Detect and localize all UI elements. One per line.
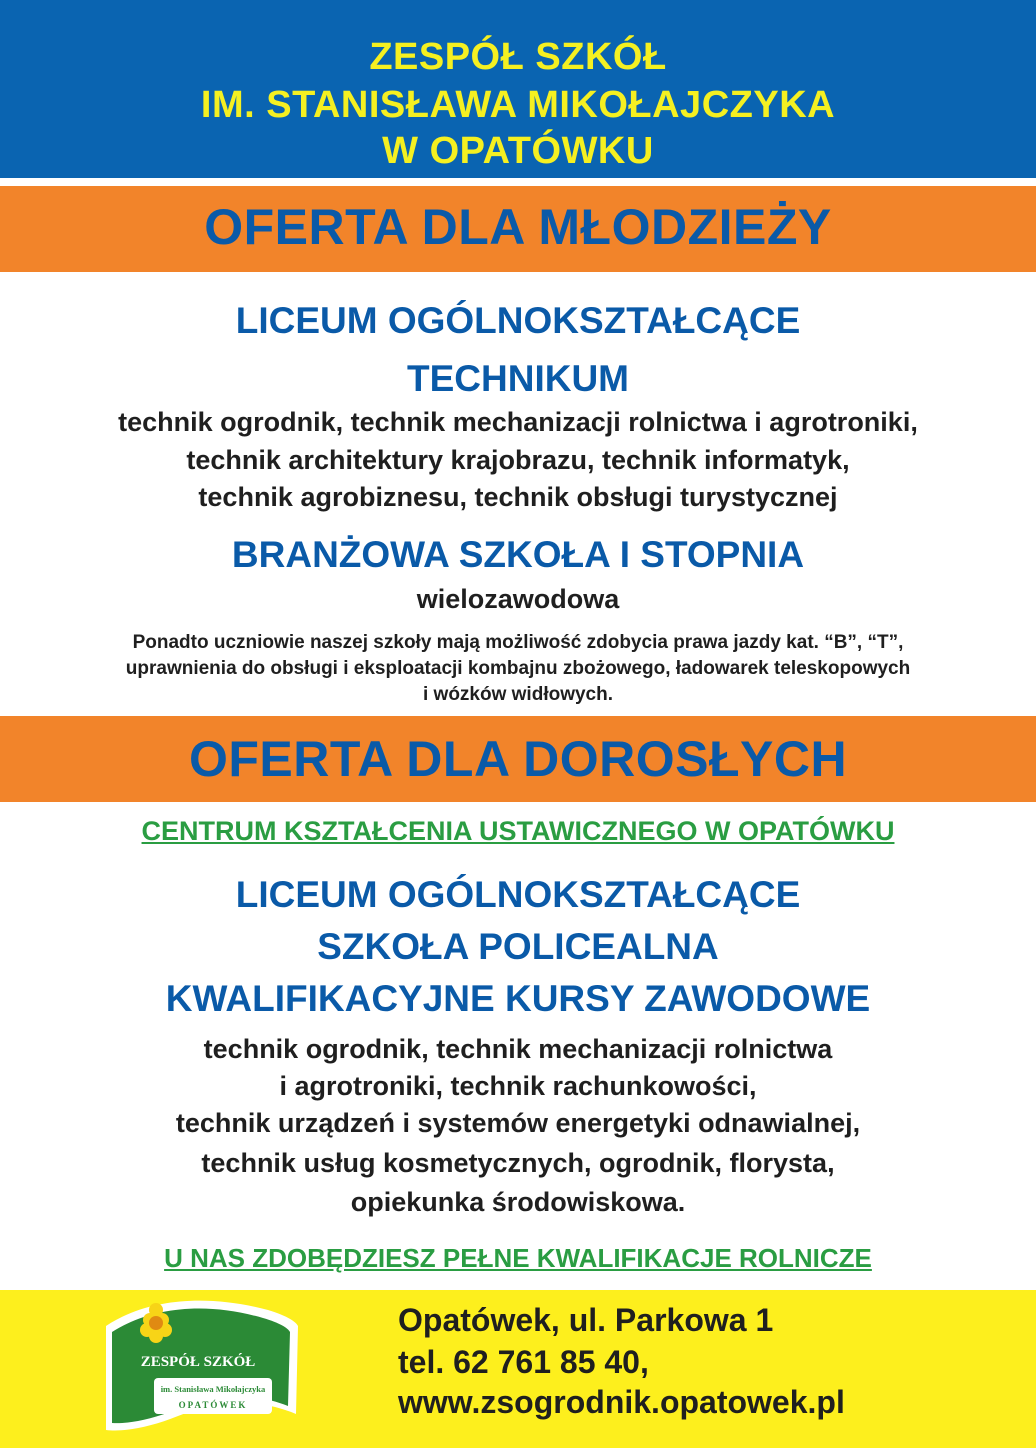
youth-liceum-heading: LICEUM OGÓLNOKSZTAŁCĄCE: [235, 300, 801, 341]
technikum-line-3: technik agrobiznesu, technik obsługi turystycznej: [198, 482, 838, 512]
logo-subtitle: im. Stanisława Mikołajczyka: [160, 1384, 266, 1394]
header-line-1: ZESPÓŁ SZKÓŁ: [369, 36, 667, 78]
adult-course-line-1: technik ogrodnik, technik mechanizacji rolnictwa: [203, 1034, 833, 1064]
adult-course-line-5: opiekunka środowiskowa.: [350, 1187, 686, 1217]
technikum-line-2: technik architektury krajobrazu, technik informatyk,: [186, 445, 850, 475]
branzowa-subtitle: wielozawodowa: [416, 584, 620, 614]
logo-title: ZESPÓŁ SZKÓŁ: [140, 1354, 256, 1370]
youth-technikum-heading: TECHNIKUM: [407, 358, 629, 399]
youth-note-line-2: uprawnienia do obsługi i eksploatacji kombajnu zbożowego, ładowarek teleskopowych: [125, 658, 911, 679]
footer-phone: tel. 62 761 85 40,: [398, 1344, 649, 1380]
adult-school-1: LICEUM OGÓLNOKSZTAŁCĄCE: [235, 874, 801, 915]
youth-note-line-1: Ponadto uczniowie naszej szkoły mają możliwość zdobycia prawa jazdy kat. “B”, “T”,: [132, 632, 904, 653]
adults-banner-title: OFERTA DLA DOROSŁYCH: [188, 731, 848, 787]
adult-course-line-3: technik urządzeń i systemów energetyki odnawialnej,: [175, 1108, 861, 1138]
footer-address: Opatówek, ul. Parkowa 1: [398, 1302, 774, 1338]
adult-school-3: KWALIFIKACYJNE KURSY ZAWODOWE: [165, 978, 871, 1019]
logo-town: OPATÓWEK: [178, 1400, 248, 1410]
branzowa-heading: BRANŻOWA SZKOŁA I STOPNIA: [231, 534, 805, 575]
adult-school-2: SZKOŁA POLICEALNA: [317, 926, 719, 967]
adult-course-line-4: technik usług kosmetycznych, ogrodnik, florysta,: [201, 1148, 835, 1178]
school-logo: [98, 1296, 303, 1436]
adult-course-line-2: i agrotroniki, technik rachunkowości,: [279, 1071, 757, 1101]
header-line-2: IM. STANISŁAWA MIKOŁAJCZYKA: [200, 84, 836, 126]
footer-website[interactable]: www.zsogrodnik.opatowek.pl: [398, 1384, 845, 1420]
youth-note-line-3: i wózków widłowych.: [422, 684, 614, 705]
header-line-3: W OPATÓWKU: [382, 130, 654, 172]
technikum-line-1: technik ogrodnik, technik mechanizacji rolnictwa i agrotroniki,: [118, 407, 918, 437]
youth-banner-title: OFERTA DLA MŁODZIEŻY: [204, 199, 832, 255]
qualifications-slogan: U NAS ZDOBĘDZIESZ PEŁNE KWALIFIKACJE ROLNICZE: [164, 1243, 872, 1273]
ckz-link[interactable]: CENTRUM KSZTAŁCENIA USTAWICZNEGO W OPATÓWKU: [141, 816, 895, 846]
